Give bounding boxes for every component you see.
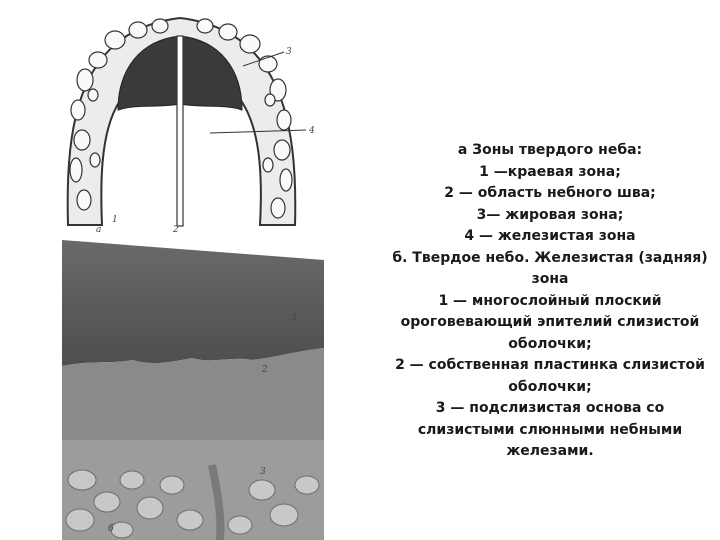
caption-line: 2 — собственная пластинка слизистой [395,357,705,373]
caption-line: оболочки; [508,378,592,395]
palate-median-suture [177,36,183,226]
palate-zones-figure [60,0,330,238]
histology-micrograph [62,240,324,540]
caption-line: б. Твердое небо. Железистая (задняя) [392,249,708,266]
caption-line: зона [531,271,569,287]
caption-line: железами. [506,443,594,459]
caption-line: 3 — подслизистая основа со [435,400,665,416]
caption-line: 3— жировая зона; [476,206,624,223]
label-zone-3: 3 [286,47,292,57]
label-panel-a: а [96,225,102,235]
caption-line: 2 — область небного шва; [444,185,656,201]
caption-line: ороговевающий эпителий слизистой [400,314,700,330]
caption-line: оболочки; [508,335,592,352]
label-zone-4: 4 [309,126,315,136]
caption-line: 1 —краевая зона; [479,163,621,180]
caption-line: 4 — железистая зона [464,228,636,244]
label-layer-1: 1 [292,313,298,323]
label-zone-1-bottom: 1 [112,215,118,225]
label-layer-2: 2 [262,365,268,375]
caption-line: а Зоны твердого неба: [457,142,643,158]
label-panel-b: б [108,524,114,534]
caption-line: слизистыми слюнными небными [417,421,683,438]
label-layer-3: 3 [260,467,266,477]
label-zone-2-bottom: 2 [173,225,179,235]
epithelium-layer [62,240,324,366]
figure-caption [392,140,708,463]
caption-line: 1 — многослойный плоский [438,292,662,309]
